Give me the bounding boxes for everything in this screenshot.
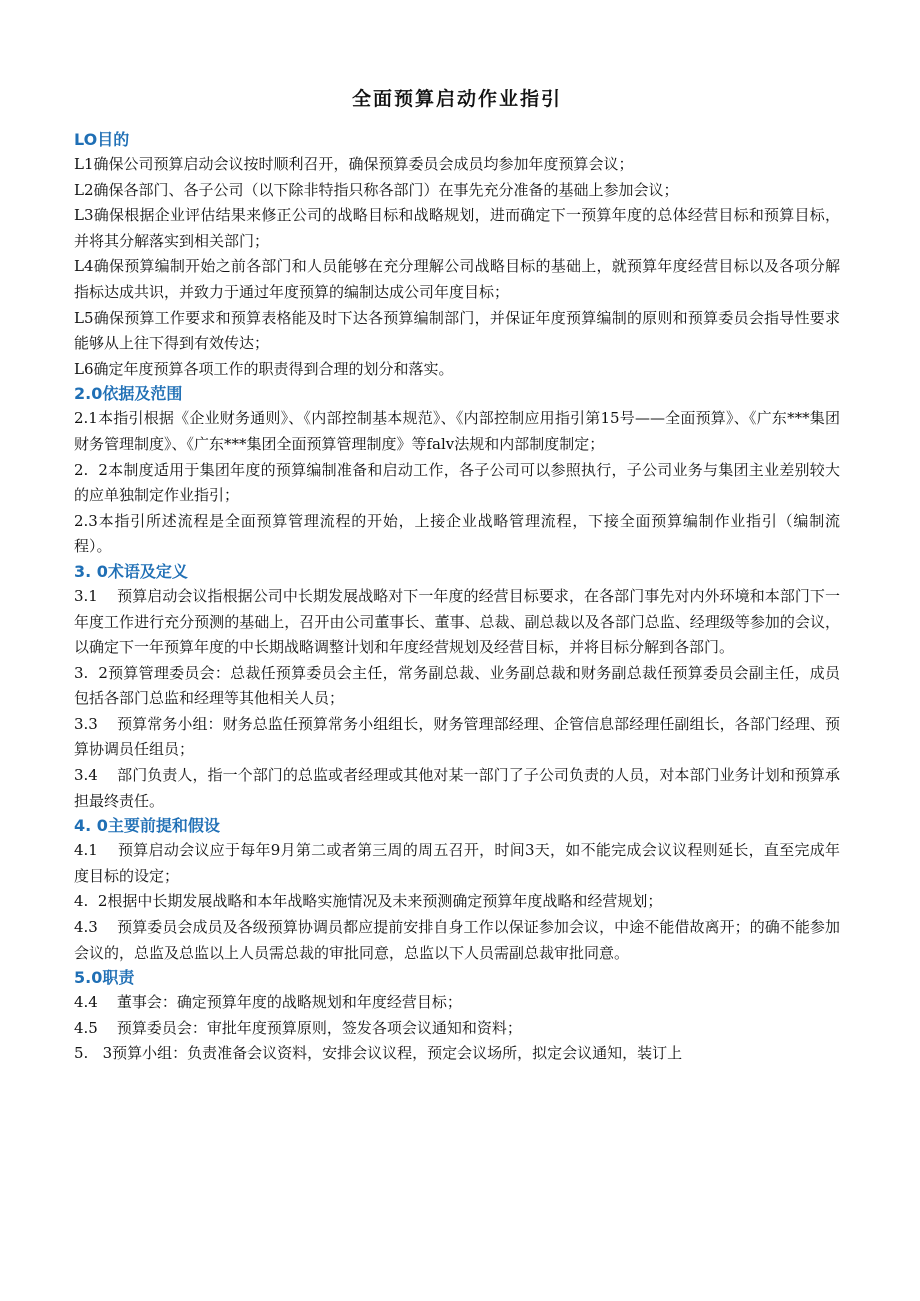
section-heading: LO目的 [74, 130, 130, 149]
section-paragraph: L3确保根据企业评估结果来修正公司的战略目标和战略规划，进而确定下一预算年度的总体经营目标和预算目标，并将其分解落实到相关部门； [74, 206, 840, 250]
section-paragraph: 4.5 预算委员会：审批年度预算原则，签发各项会议通知和资料； [74, 1018, 522, 1037]
section-heading: 2.0依据及范围 [74, 384, 183, 404]
section-heading: 3. 0术语及定义 [74, 561, 188, 581]
section-paragraph: L2确保各部门、各子公司（以下除非特指只称各部门）在事先充分准备的基础上参加会议； [74, 180, 679, 199]
section-heading: 4. 0主要前提和假设 [74, 816, 220, 836]
section-paragraph: 3.3 预算常务小组：财务总监任预算常务小组组长，财务管理部经理、企管信息部经理任副组长，各部门经理、预算协调员任组员； [74, 714, 840, 759]
document-body [74, 128, 840, 1067]
section-paragraph: 3. 2预算管理委员会：总裁任预算委员会主任，常务副总裁、业务副总裁和财务副总裁任预算委员会副主任，成员包括各部门总监和经理等其他相关人员； [74, 663, 840, 708]
section-paragraph: L4确保预算编制开始之前各部门和人员能够在充分理解公司战略目标的基础上，就预算年度经营目标以及各项分解指标达成共识，并致力于通过年度预算的编制达成公司年度目标； [74, 257, 840, 301]
section-paragraph: L6确定年度预算各项工作的职责得到合理的划分和落实。 [74, 359, 454, 378]
section-paragraph: 3.4 部门负责人，指一个部门的总监或者经理或其他对某一部门了子公司负责的人员，对本部门业务计划和预算承担最终责任。 [74, 766, 840, 810]
section-paragraph: 2.1本指引根据《企业财务通则》、《内部控制基本规范》、《内部控制应用指引第15号——全面预算》、《广东***集团财务管理制度》、《广东***集团全面预算管理制度》等falv法规和内部制度制定； [74, 409, 840, 453]
section-paragraph: 3.1 预算启动会议指根据公司中长期发展战略对下一年度的经营目标要求，在各部门事先对内外环境和本部门下一年度工作进行充分预测的基础上，召开由公司董事长、董事、总裁、副总裁以及各部门总监、经理级等参加的会议，以确定下一年预算年度的中长期战略调整计划和年度经营规划及经营目标，并将目标分解到各部门。 [74, 586, 840, 657]
section-paragraph: 5. 3预算小组：负责准备会议资料，安排会议议程，预定会议场所，拟定会议通知，装订上 [74, 1044, 683, 1063]
section-paragraph: 4.4 董事会：确定预算年度的战略规划和年度经营目标； [74, 993, 462, 1012]
section-paragraph: 4.3 预算委员会成员及各级预算协调员都应提前安排自身工作以保证参加会议，中途不能借故离开；的确不能参加会议的，总监及总监以上人员需总裁的审批同意，总监以下人员需副总裁审批同意。 [74, 918, 840, 962]
section-paragraph: 4. 2根据中长期发展战略和本年战略实施情况及未来预测确定预算年度战略和经营规划； [74, 892, 663, 911]
section-paragraph: L5确保预算工作要求和预算表格能及时下达各预算编制部门，并保证年度预算编制的原则和预算委员会指导性要求能够从上往下得到有效传达； [74, 308, 840, 353]
section-paragraph: 2. 2本制度适用于集团年度的预算编制准备和启动工作，各子公司可以参照执行，子公司业务与集团主业差别较大的应单独制定作业指引； [74, 460, 840, 505]
section-paragraph: 2.3本指引所述流程是全面预算管理流程的开始，上接企业战略管理流程，下接全面预算编制作业指引（编制流程）。 [74, 511, 840, 556]
document-page [74, 84, 840, 1067]
section-heading: 5.0职责 [74, 968, 135, 988]
section-paragraph: L1确保公司预算启动会议按时顺利召开，确保预算委员会成员均参加年度预算会议； [74, 155, 634, 173]
section-paragraph: 4.1 预算启动会议应于每年9月第二或者第三周的周五召开，时间3天，如不能完成会议议程则延长，直至完成年度目标的设定； [74, 841, 840, 885]
document-title: 全面预算启动作业指引 [351, 88, 562, 110]
